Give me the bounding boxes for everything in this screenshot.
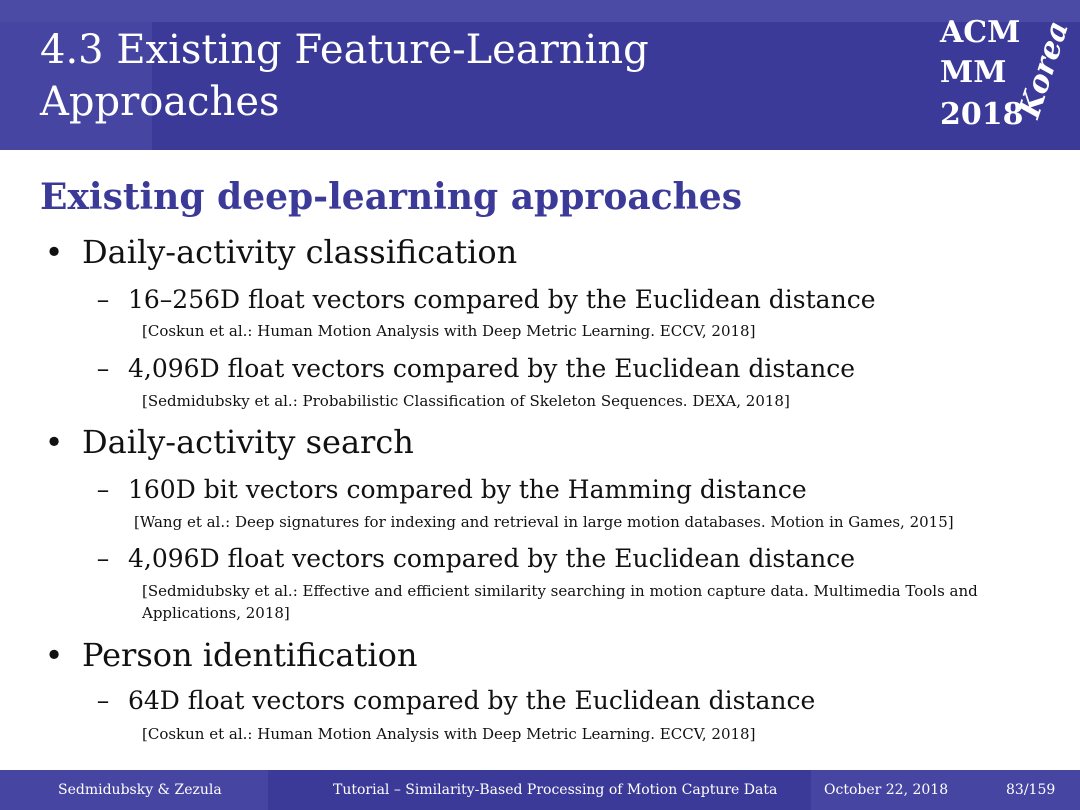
- slide-content: [0, 150, 1080, 770]
- sub-item-text: 160D bit vectors compared by the Hamming distance: [128, 475, 807, 504]
- sub-item: [90, 281, 1040, 319]
- footer-page-number: 83/159: [1006, 782, 1056, 798]
- logo-korea-script: Korea: [1011, 16, 1077, 123]
- bullet-label: Daily-activity search: [82, 423, 414, 461]
- slide-title: [40, 24, 800, 128]
- sub-item: [90, 540, 1040, 578]
- reference-citation: [Sedmidubsky et al.: Probabilistic Classification of Skeleton Sequences. DEXA, 2018]: [142, 392, 790, 410]
- logo-mm: MM: [940, 55, 1007, 90]
- bullet-label: Person identification: [82, 636, 418, 674]
- footer-date: October 22, 2018: [824, 782, 949, 798]
- slide-header: [0, 0, 1080, 150]
- footer-authors: Sedmidubsky & Zezula: [58, 782, 222, 798]
- bullet-person-identification: [42, 633, 1032, 677]
- bullet-dot: •: [44, 636, 64, 674]
- sub-item-text: 4,096D float vectors compared by the Euclidean distance: [128, 354, 856, 383]
- bullet-dot: •: [44, 423, 64, 461]
- slide-title-line-2: Approaches: [40, 79, 280, 125]
- header-top-band: [0, 0, 1080, 22]
- sub-item-dash: –: [96, 686, 110, 715]
- logo-acm: ACM: [940, 15, 1021, 50]
- footer-tutorial-title: Tutorial – Similarity-Based Processing of Motion Capture Data: [333, 782, 778, 798]
- sub-item-dash: –: [96, 475, 110, 504]
- sub-item-dash: –: [96, 544, 110, 573]
- sub-item: [90, 350, 1040, 388]
- sub-item: [90, 682, 1040, 720]
- sub-item-text: 16–256D float vectors compared by the Euclidean distance: [128, 285, 876, 314]
- sub-item-dash: –: [96, 285, 110, 314]
- acm-mm-logo: [924, 15, 1077, 140]
- sub-item-dash: –: [96, 354, 110, 383]
- reference-citation: [Wang et al.: Deep signatures for indexing and retrieval in large motion databases. Motion in Games, 2015]: [134, 513, 954, 531]
- sub-item-text: 4,096D float vectors compared by the Euclidean distance: [128, 544, 856, 573]
- bullet-dot: •: [44, 233, 64, 271]
- reference-citation: [Coskun et al.: Human Motion Analysis with Deep Metric Learning. ECCV, 2018]: [142, 322, 756, 340]
- bullet-daily-activity-classification: [42, 230, 1032, 274]
- section-title: Existing deep-learning approaches: [40, 176, 742, 218]
- bullet-daily-activity-search: [42, 420, 1032, 464]
- slide-title-line-1: 4.3 Existing Feature-Learning: [40, 27, 649, 73]
- sub-item-text: 64D float vectors compared by the Euclidean distance: [128, 686, 816, 715]
- bullet-label: Daily-activity classification: [82, 233, 518, 271]
- logo-year: 2018: [940, 97, 1024, 132]
- slide-footer: [0, 770, 1080, 810]
- reference-citation: [Sedmidubsky et al.: Effective and efficient similarity searching in motion capture data. Multimedia Tools and Applications, 2018]: [142, 582, 978, 622]
- reference-citation: [Coskun et al.: Human Motion Analysis with Deep Metric Learning. ECCV, 2018]: [142, 725, 756, 743]
- sub-item: [90, 471, 1040, 509]
